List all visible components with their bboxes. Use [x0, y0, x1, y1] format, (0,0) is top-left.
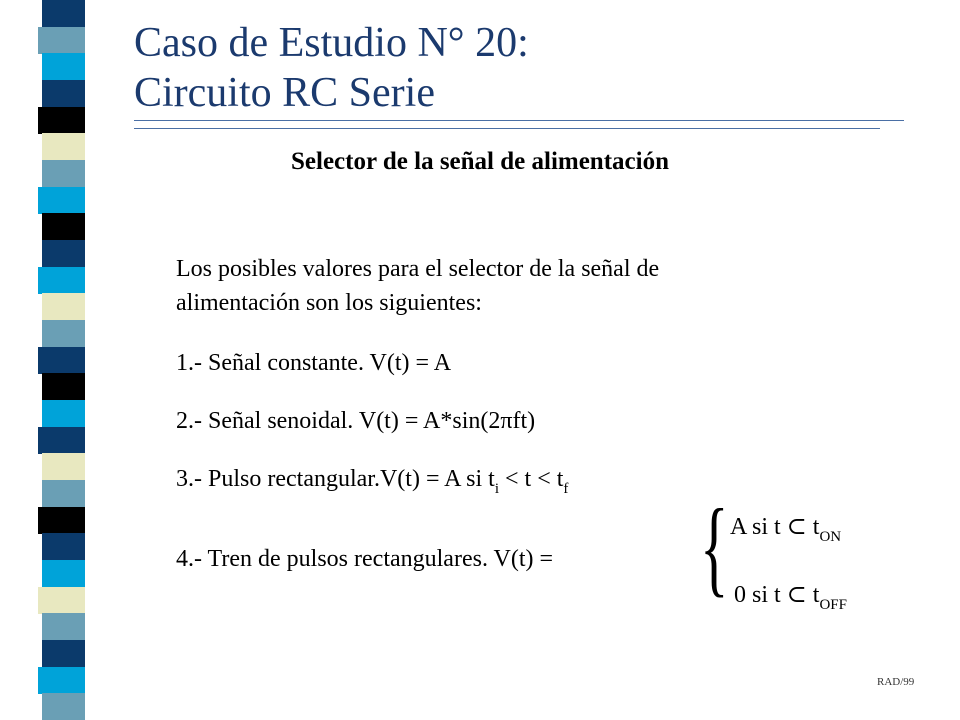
sidebar-stripe	[42, 453, 85, 480]
case-on	[730, 510, 841, 547]
sidebar-stripe	[38, 427, 85, 454]
sidebar-stripe	[42, 480, 85, 507]
case-on-sub: ON	[819, 529, 842, 545]
sidebar-stripe	[38, 507, 85, 534]
sidebar-stripe	[42, 373, 85, 400]
list-item-3	[176, 462, 568, 499]
sidebar-stripe	[38, 587, 85, 614]
title-line-1: Caso de Estudio N° 20:	[134, 20, 529, 66]
sidebar-stripe	[38, 667, 85, 694]
sidebar-stripe	[42, 613, 85, 640]
item3-sub-i: i	[494, 481, 500, 497]
case-on-text: A si t ⊂ t	[730, 514, 820, 540]
sidebar-stripe	[38, 27, 85, 54]
item3-mid: < t < t	[499, 466, 564, 492]
sidebar-stripe	[42, 213, 85, 240]
sidebar-stripe	[42, 560, 85, 587]
sidebar-stripe	[42, 53, 85, 80]
sidebar-stripe	[42, 320, 85, 347]
sidebar-stripe	[42, 293, 85, 320]
sidebar-stripe	[42, 693, 85, 720]
footer-credit: RAD/99	[877, 676, 915, 688]
sidebar-stripe	[42, 80, 85, 107]
sidebar-stripe	[42, 640, 85, 667]
item3-text: 3.- Pulso rectangular.V(t) = A si t	[176, 466, 495, 492]
list-item-1: 1.- Señal constante. V(t) = A	[176, 350, 452, 376]
sidebar-stripe	[38, 107, 85, 134]
case-off	[734, 578, 847, 615]
intro-line-1: Los posibles valores para el selector de la señal de	[176, 256, 660, 282]
intro-line-2: alimentación son los siguientes:	[176, 290, 482, 316]
title-underline-bottom	[134, 128, 880, 129]
list-item-4: 4.- Tren de pulsos rectangulares. V(t) =	[176, 546, 554, 572]
sidebar-stripe	[42, 533, 85, 560]
slide-title	[134, 18, 529, 118]
case-off-text: 0 si t ⊂ t	[734, 582, 820, 608]
list-item-2: 2.- Señal senoidal. V(t) = A*sin(2πft)	[176, 408, 536, 434]
section-heading: Selector de la señal de alimentación	[291, 148, 669, 175]
title-underline-top	[134, 120, 904, 121]
sidebar-stripe	[38, 267, 85, 294]
sidebar-stripe	[42, 240, 85, 267]
piecewise-brace: {	[700, 488, 729, 607]
item3-sub-f: f	[563, 481, 569, 497]
sidebar-stripe	[38, 347, 85, 374]
sidebar-stripe	[42, 400, 85, 427]
decorative-sidebar	[0, 0, 108, 720]
sidebar-stripe	[38, 187, 85, 214]
case-off-sub: OFF	[819, 597, 847, 613]
title-line-2: Circuito RC Serie	[134, 70, 435, 116]
sidebar-stripe	[42, 0, 85, 27]
